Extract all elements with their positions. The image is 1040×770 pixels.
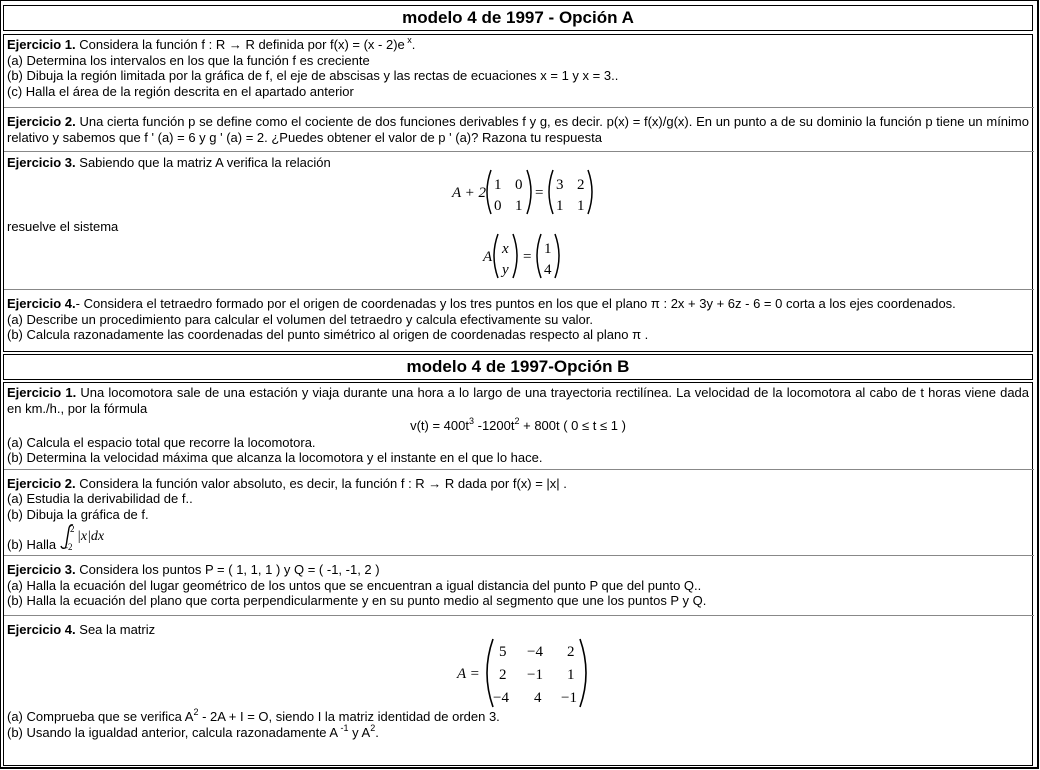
exponent: 3 bbox=[468, 416, 474, 426]
a-ejercicio-2 bbox=[7, 114, 1029, 145]
b-ejercicio-3 bbox=[7, 562, 1029, 609]
integrand: |x|dx bbox=[77, 529, 105, 544]
option-b-content bbox=[3, 382, 1033, 766]
option-b-title-text: modelo 4 de 1997-Opción B bbox=[406, 357, 630, 376]
part-a: (a) Determina los intervalos en los que la función f es creciente bbox=[7, 52, 370, 68]
formula-part: -1200t bbox=[474, 418, 515, 433]
integral-upper-limit: 2 bbox=[70, 524, 75, 534]
exercise-text: Sabiendo que la matriz A verifica la relación bbox=[75, 155, 331, 170]
b-ejercicio-4 bbox=[7, 622, 1029, 741]
matrix-cell: 2 bbox=[499, 667, 507, 683]
part-b: (b) Dibuja la región limitada por la gráfica de f, el eje de abscisas y las rectas de ecuaciones x = 1 y x = 3.. bbox=[7, 68, 619, 83]
left-paren bbox=[549, 170, 553, 214]
exponent: 2 bbox=[514, 416, 520, 426]
vector-cell: x bbox=[502, 241, 509, 257]
separator bbox=[4, 107, 1034, 108]
exercise-text: Considera la función f : R → R definida por f(x) = (x - 2)e bbox=[75, 37, 405, 52]
exponent: x bbox=[404, 35, 412, 45]
system-label: resuelve el sistema bbox=[7, 219, 119, 234]
separator bbox=[4, 555, 1034, 556]
exponent: 2 bbox=[193, 707, 199, 717]
part-b: (b) Calcula razonadamente las coordenadas del punto simétrico al origen de coordenadas respecto al plano π . bbox=[7, 327, 649, 342]
part-b-text: . bbox=[375, 724, 379, 740]
velocity-formula bbox=[7, 418, 1029, 434]
separator bbox=[4, 289, 1034, 290]
equals-sign: = bbox=[535, 185, 544, 201]
exercise-label: Ejercicio 4. bbox=[7, 296, 76, 311]
exercise-text: - Considera el tetraedro formado por el origen de coordenadas y los tres puntos en los que el plano π : 2x + 3y + 6z - 6 = 0 corta a los ejes coordenados. bbox=[75, 296, 956, 311]
integral-expression bbox=[56, 522, 116, 552]
separator bbox=[4, 469, 1034, 470]
equation-lhs: A + 2 bbox=[452, 185, 487, 201]
matrix-cell: 0 bbox=[494, 198, 502, 214]
exercise-text: Considera la función valor absoluto, es decir, la función f : R → R dada por f(x) = |x| . bbox=[75, 475, 567, 491]
part-a: (a) Describe un procedimiento para calcular el volumen del tetraedro y calcula efectivamente su valor. bbox=[7, 311, 594, 327]
right-paren bbox=[580, 639, 586, 707]
part-b-text: y A bbox=[348, 724, 371, 740]
integral-lower-limit: -2 bbox=[65, 542, 73, 552]
a-ejercicio-1 bbox=[7, 37, 1029, 99]
option-a-title-text: modelo 4 de 1997 - Opción A bbox=[402, 8, 634, 27]
part-b-text: (b) Usando la igualdad anterior, calcula razonadamente A bbox=[7, 724, 338, 740]
part-a: (a) Estudia la derivabilidad de f.. bbox=[7, 491, 193, 506]
matrix-cell: 2 bbox=[567, 644, 575, 660]
part-b bbox=[7, 722, 1029, 741]
exercise-label: Ejercicio 3. bbox=[7, 562, 76, 577]
exercise-label: Ejercicio 3. bbox=[7, 155, 76, 170]
a-ejercicio-3 bbox=[7, 155, 1029, 285]
part-a: (a) Calcula el espacio total que recorre la locomotora. bbox=[7, 434, 316, 450]
matrix-cell: 2 bbox=[577, 177, 585, 193]
option-a-content bbox=[3, 34, 1033, 352]
matrix-cell: 1 bbox=[556, 198, 564, 214]
exercise-text: Sea la matriz bbox=[75, 621, 156, 637]
right-paren bbox=[588, 170, 592, 214]
matrix-cell: −1 bbox=[561, 690, 577, 706]
vector-cell: 4 bbox=[544, 262, 552, 278]
right-paren bbox=[555, 234, 559, 278]
separator bbox=[4, 615, 1034, 616]
exercise-label: Ejercicio 1. bbox=[7, 37, 76, 52]
a-ejercicio-4 bbox=[7, 296, 1029, 343]
left-paren bbox=[487, 170, 491, 214]
part-a bbox=[7, 709, 1029, 725]
part-b: (b) Dibuja la gráfica de f. bbox=[7, 506, 149, 522]
matrix-cell: −4 bbox=[527, 644, 543, 660]
exercise-label: Ejercicio 1. bbox=[7, 385, 77, 400]
option-a-title bbox=[3, 5, 1033, 31]
part-c bbox=[7, 522, 1029, 552]
matrix-lhs: A = bbox=[457, 666, 480, 682]
separator bbox=[4, 151, 1034, 152]
right-paren bbox=[513, 234, 517, 278]
matrix-cell: 5 bbox=[499, 644, 507, 660]
part-c: (c) Halla el área de la región descrita en el apartado anterior bbox=[7, 83, 354, 99]
exercise-text: Considera los puntos P = ( 1, 1, 1 ) y Q = ( -1, -1, 2 ) bbox=[75, 562, 380, 577]
left-paren bbox=[494, 234, 498, 278]
exercise-text: Una locomotora sale de una estación y viaja durante una hora a lo largo de una trayectoria rectilínea. La velocidad de la locomotora al cabo de t horas viene dada en km./h., por la fórmula bbox=[7, 385, 1030, 416]
right-paren bbox=[527, 170, 531, 214]
part-c-text: (b) Halla bbox=[7, 537, 57, 552]
matrix-equation-1 bbox=[447, 167, 597, 217]
exercise-text-end: . bbox=[411, 37, 416, 52]
vector-cell: 1 bbox=[544, 241, 552, 257]
part-a-text: (a) Comprueba que se verifica A bbox=[7, 709, 194, 724]
exercise-label: Ejercicio 4. bbox=[7, 621, 76, 637]
part-b: (b) Halla la ecuación del plano que corta perpendicularmente y en su punto medio al segmento que une los puntos P y Q. bbox=[7, 593, 707, 608]
exponent: 2 bbox=[370, 722, 376, 733]
vector-cell: y bbox=[502, 262, 509, 278]
matrix-cell: 1 bbox=[494, 177, 502, 193]
matrix-cell: 3 bbox=[556, 177, 564, 193]
option-b-title bbox=[3, 354, 1033, 380]
matrix-cell: 0 bbox=[515, 177, 523, 193]
b-ejercicio-1 bbox=[7, 385, 1029, 466]
matrix-cell: 1 bbox=[515, 198, 523, 214]
exercise-label: Ejercicio 2. bbox=[7, 475, 76, 491]
matrix-cell: −4 bbox=[493, 690, 509, 706]
part-a-text: - 2A + I = O, siendo I la matriz identidad de orden 3. bbox=[198, 709, 500, 724]
formula-part: v(t) = 400t bbox=[410, 418, 469, 433]
equation-lhs: A bbox=[483, 249, 493, 265]
exponent: -1 bbox=[338, 722, 349, 733]
exercise-text: Una cierta función p se define como el cociente de dos funciones derivables f y g, es decir. p(x) = f(x)/g(x). En un punto a de su dominio la función p tiene un mínimo relativo y sabemos que f ' (a) = 6 y g ' (a) = 2. ¿Puedes obtener el valor de p ' (a)? Razona tu respuesta bbox=[7, 114, 1029, 145]
formula-part: + 800t ( 0 ≤ t ≤ 1 ) bbox=[519, 418, 626, 433]
left-paren bbox=[537, 234, 541, 278]
matrix-cell: 4 bbox=[534, 690, 542, 706]
equals-sign: = bbox=[523, 249, 532, 265]
matrix-A bbox=[453, 637, 593, 709]
exercise-label: Ejercicio 2. bbox=[7, 114, 76, 129]
matrix-cell: −1 bbox=[527, 667, 543, 683]
part-a: (a) Halla la ecuación del lugar geométrico de los untos que se encuentran a igual distancia del punto P que del punto Q.. bbox=[7, 577, 702, 593]
matrix-equation-2 bbox=[481, 231, 571, 281]
part-b: (b) Determina la velocidad máxima que alcanza la locomotora y el instante en el que lo hace. bbox=[7, 450, 543, 465]
matrix-cell: 1 bbox=[577, 198, 585, 214]
matrix-cell: 1 bbox=[567, 667, 575, 683]
b-ejercicio-2 bbox=[7, 476, 1029, 553]
